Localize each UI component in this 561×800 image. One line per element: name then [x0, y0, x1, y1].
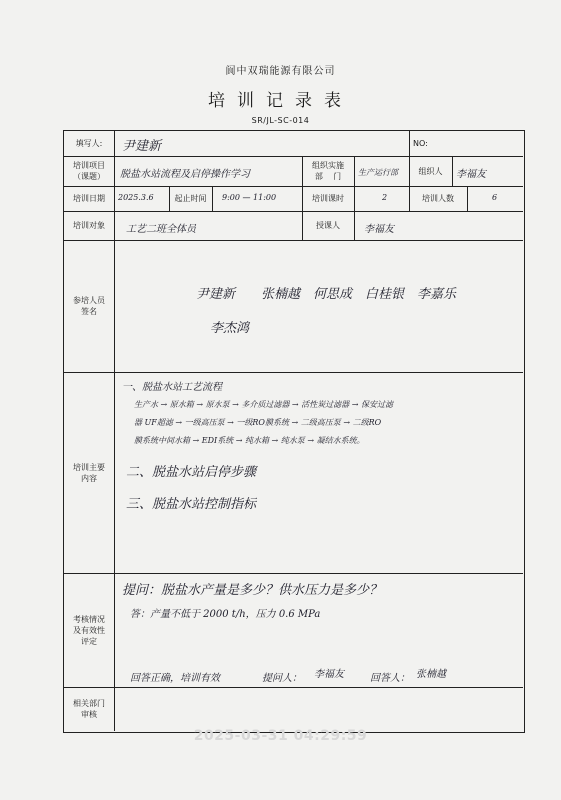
- target-value: 工艺二班全体员: [126, 224, 196, 235]
- review-label: 相关部门 审核: [73, 699, 105, 719]
- organizer-value: 李福友: [456, 169, 486, 180]
- company-name: 阆中双瑞能源有限公司: [225, 66, 336, 77]
- content-item-1-line-3: 膜系统中间水箱 → EDI系统 → 纯水箱 → 纯水泵 → 凝结水系统。: [134, 436, 365, 445]
- hours-label: 培训课时: [312, 194, 344, 203]
- content-item-2: 二、脱盐水站启停步骤: [126, 465, 257, 480]
- form-code: SR/JL-SC-014: [251, 116, 310, 125]
- project-value: 脱盐水站流程及启停操作学习: [120, 169, 250, 180]
- questioner-value: 李福友: [314, 669, 344, 680]
- project-label: 培训项目 （课题）: [73, 161, 105, 181]
- content-label: 培训主要 内容: [73, 462, 105, 483]
- answerer-label: 回答人：: [370, 673, 410, 684]
- training-record-form: [63, 130, 525, 733]
- date-label: 培训日期: [73, 194, 105, 203]
- hours-value: 2: [382, 193, 388, 202]
- filler-value: 尹建新: [122, 139, 162, 154]
- scan-timestamp: 2025-03-31 04:29:59: [193, 728, 368, 744]
- start-time-label: 起止时间: [174, 194, 207, 203]
- content-item-3: 三、脱盐水站控制指标: [126, 497, 257, 512]
- evaluation-answer: 答：产量不低于 2000 t/h，压力 0.6 MPa: [130, 609, 321, 620]
- participants-line-1: 尹建新 张楠越 何思成 白桂银 李嘉乐: [196, 287, 457, 302]
- organizer-label: 组织人: [418, 166, 443, 176]
- count-label: 培训人数: [422, 194, 454, 203]
- form-title: 培训记录表: [208, 91, 353, 111]
- content-item-1-title: 一、脱盐水站工艺流程: [122, 382, 222, 393]
- participants-line-2: 李杰鸿: [210, 321, 250, 336]
- date-value: 2025.3.6: [118, 193, 154, 202]
- evaluation-question: 提问：脱盐水产量是多少？供水压力是多少？: [122, 583, 383, 598]
- content-item-1-line-1: 生产水 → 原水箱 → 原水泵 → 多介质过滤器 → 活性炭过滤器 → 保安过滤: [134, 400, 393, 409]
- participants-label: 参培人员 签名: [73, 296, 105, 316]
- org-unit-label: 组织实施 部 门: [312, 161, 344, 181]
- filler-label: 填写人:: [75, 139, 103, 148]
- count-value: 6: [492, 193, 498, 202]
- target-label: 培训对象: [73, 221, 105, 230]
- lecturer-value: 李福友: [364, 224, 394, 235]
- questioner-label: 提问人：: [262, 673, 302, 684]
- evaluation-result: 回答正确，培训有效: [130, 673, 220, 684]
- content-item-1-line-2: 器 UF超滤 → 一级高压泵 → 一级RO膜系统 → 二级高压泵 → 二级RO: [134, 418, 382, 427]
- answerer-value: 张楠越: [416, 669, 446, 680]
- org-unit-value: 生产运行部: [358, 168, 398, 177]
- number-label: NO:: [413, 139, 428, 148]
- lecturer-label: 授课人: [316, 221, 340, 230]
- evaluation-label: 考核情况 及有效性 评定: [73, 614, 105, 646]
- time-value: 9:00 — 11:00: [222, 193, 277, 202]
